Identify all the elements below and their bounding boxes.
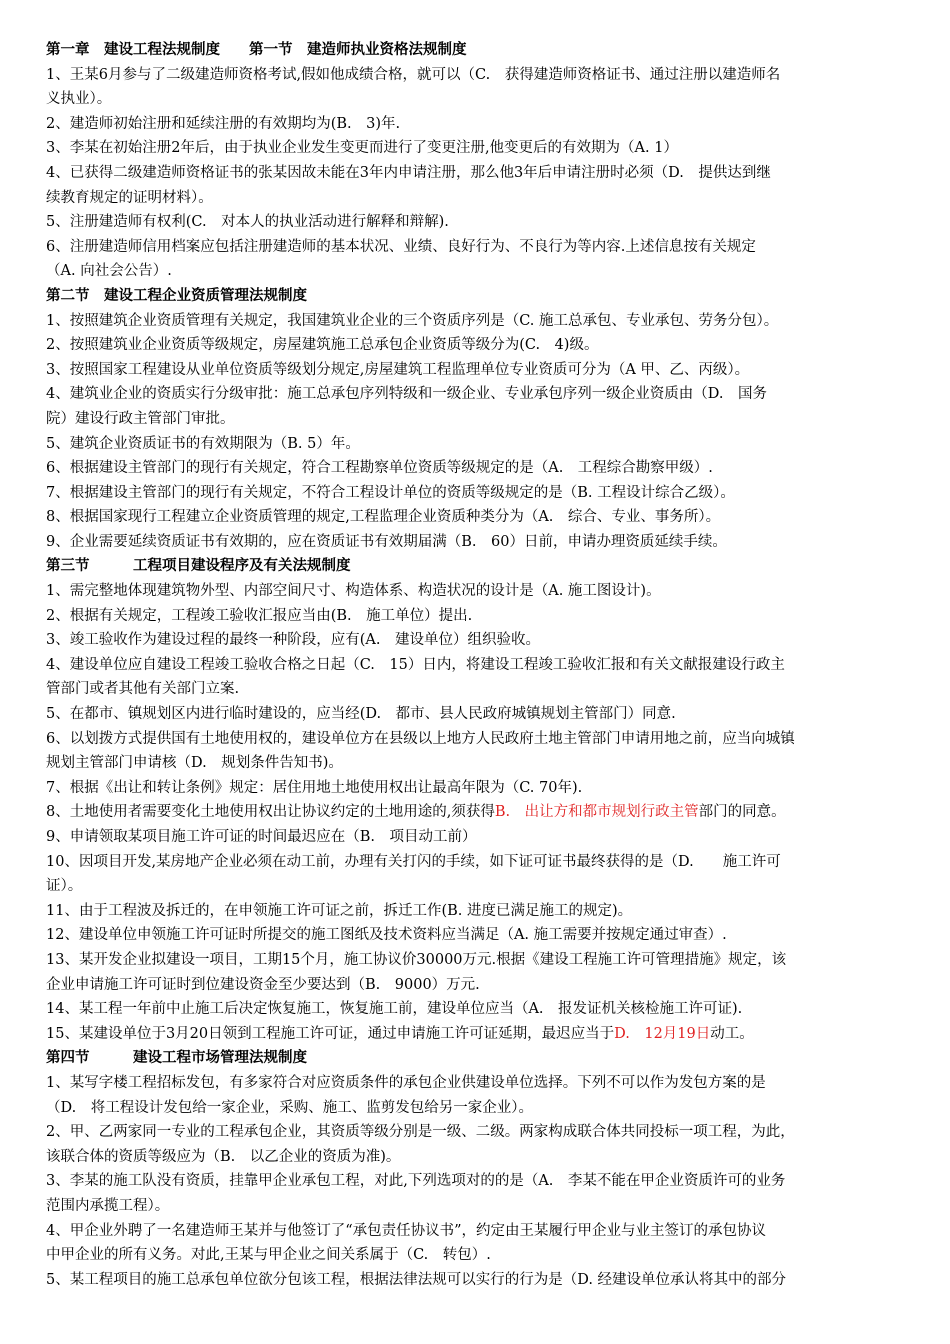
text-line — [46, 1219, 912, 1244]
text-segment: 2、甲、乙两家同一专业的工程承包企业，其资质等级分别是一级、二级。两家构成联合体共同投标一项工程，为此， — [46, 1124, 795, 1141]
text-line — [46, 1022, 912, 1047]
text-segment: 7、根据《出让和转让条例》规定：居住用地土地使用权出让最高年限为（C. 70年). — [46, 779, 583, 796]
text-line — [46, 1194, 912, 1219]
text-segment: 6、根据建设主管部门的现行有关规定，符合工程勘察单位资质等级规定的是（A. 工程综合勘察甲级）. — [46, 460, 713, 477]
text-line — [46, 751, 912, 776]
text-segment: 证）。 — [46, 878, 83, 895]
text-line — [46, 923, 912, 948]
text-line — [46, 1096, 912, 1121]
text-segment: 4、甲企业外聘了一名建造师王某并与他签订了“承包责任协议书”，约定由王某履行甲企业与业主签订的承包协议 — [46, 1222, 767, 1239]
text-line — [46, 702, 912, 727]
text-segment: 管部门或者其他有关部门立案. — [46, 681, 240, 698]
text-segment: 2、建造师初始注册和延续注册的有效期均为(B. 3)年. — [46, 115, 401, 132]
section-heading — [46, 554, 912, 579]
text-segment: 3、按照国家工程建设从业单位资质等级划分规定,房屋建筑工程监理单位专业资质可分为（A 甲、乙、丙级）。 — [46, 361, 750, 378]
text-segment: 1、需完整地体现建筑物外型、内部空间尺寸、构造体系、构造状况的设计是（A. 施工图设计)。 — [46, 583, 661, 600]
text-segment: 5、某工程项目的施工总承包单位欲分包该工程，根据法律法规可以实行的行为是（D. 经建设单位承认将其中的部分 — [46, 1271, 787, 1288]
section-heading — [46, 38, 912, 63]
text-segment: 1、某写字楼工程招标发包，有多家符合对应资质条件的承包企业供建设单位选择。下列不可以作为发包方案的是 — [46, 1074, 766, 1091]
text-segment: 5、建筑企业资质证书的有效期限为（B. 5）年。 — [46, 435, 360, 452]
text-segment: 1、按照建筑企业资质管理有关规定，我国建筑业企业的三个资质序列是（C. 施工总承包、专业承包、劳务分包）。 — [46, 312, 779, 329]
text-segment: 2、按照建筑业企业资质等级规定，房屋建筑施工总承包企业资质等级分为(C. 4)级。 — [46, 337, 599, 354]
text-segment: 12、建设单位申领施工许可证时所提交的施工图纸及技术资料应当满足（A. 施工需要并按规定通过审查）. — [46, 927, 727, 944]
text-line — [46, 1071, 912, 1096]
text-segment: 7、根据建设主管部门的现行有关规定，不符合工程设计单位的资质等级规定的是（B. 工程设计综合乙级）。 — [46, 484, 735, 501]
text-segment: 11、由于工程波及拆迁的，在申领施工许可证之前，拆迁工作(B. 进度已满足施工的规定)。 — [46, 902, 633, 919]
text-line — [46, 481, 912, 506]
text-segment: 3、竣工验收作为建设过程的最终一种阶段，应有(A. 建设单位）组织验收。 — [46, 632, 540, 649]
text-line — [46, 973, 912, 998]
text-line — [46, 948, 912, 973]
text-segment: 第三节 工程项目建设程序及有关法规制度 — [46, 557, 351, 575]
text-line — [46, 87, 912, 112]
text-line — [46, 727, 912, 752]
text-line — [46, 677, 912, 702]
text-line — [46, 530, 912, 555]
text-line — [46, 456, 912, 481]
text-line — [46, 1243, 912, 1268]
text-segment: 6、注册建造师信用档案应包括注册建造师的基本状况、业绩、良好行为、不良行为等内容.上述信息按有关规定 — [46, 238, 756, 255]
text-line — [46, 1268, 912, 1293]
text-line — [46, 899, 912, 924]
text-segment: 院）建设行政主管部门审批。 — [46, 410, 235, 427]
section-heading — [46, 1046, 912, 1071]
text-line — [46, 628, 912, 653]
text-segment: 8、土地使用者需要变化土地使用权出让协议约定的土地用途的,须获得 — [46, 804, 495, 821]
text-segment: （D. 将工程设计发包给一家企业，采购、施工、监剪发包给另一家企业）。 — [46, 1099, 533, 1116]
text-segment: 1、王某6月参与了二级建造师资格考试,假如他成绩合格，就可以（C. 获得建造师资格证书、通过注册以建造师名 — [46, 66, 781, 83]
text-line — [46, 186, 912, 211]
text-segment: （A. 向社会公告）. — [46, 263, 172, 280]
text-segment: 3、李某在初始注册2年后，由于执业企业发生变更而进行了变更注册,他变更后的有效期为（A. 1） — [46, 140, 678, 157]
text-line — [46, 407, 912, 432]
text-segment: 8、根据国家现行工程建立企业资质管理的规定,工程监理企业资质种类分为（A. 综合、专业、事务所）。 — [46, 509, 721, 526]
text-segment: 14、某工程一年前中止施工后决定恢复施工，恢复施工前，建设单位应当（A. 报发证机关核检施工许可证). — [46, 1001, 743, 1018]
document-page — [46, 38, 912, 1292]
text-line — [46, 210, 912, 235]
text-line — [46, 259, 912, 284]
text-segment: 范围内承揽工程）。 — [46, 1197, 170, 1214]
text-segment: 企业申请施工许可证时到位建设资金至少要达到（B. 9000）万元. — [46, 976, 480, 993]
text-line — [46, 161, 912, 186]
text-segment: 9、企业需要延续资质证书有效期的，应在资质证书有效期届满（B. 60）日前，申请办理资质延续手续。 — [46, 533, 727, 550]
text-segment: 5、在都市、镇规划区内进行临时建设的，应当经(D. 都市、县人民政府城镇规划主管部门）同意. — [46, 706, 676, 723]
text-line — [46, 505, 912, 530]
text-line — [46, 997, 912, 1022]
text-segment: 部门的同意。 — [698, 804, 786, 821]
text-line — [46, 825, 912, 850]
text-line — [46, 653, 912, 678]
text-segment: 9、申请领取某项目施工许可证的时间最迟应在（B. 项目动工前） — [46, 829, 477, 845]
text-line — [46, 309, 912, 334]
text-segment: 13、某开发企业拟建设一项目，工期15个月，施工协议价30000万元.根据《建设工程施工许可管理措施》规定，该 — [46, 951, 787, 968]
text-line — [46, 63, 912, 88]
text-segment: 4、建筑业企业的资质实行分级审批：施工总承包序列特级和一级企业、专业承包序列一级企业资质由（D. 国务 — [46, 386, 767, 403]
text-line — [46, 1145, 912, 1170]
text-line — [46, 235, 912, 260]
text-line — [46, 382, 912, 407]
text-segment: 第二节 建设工程企业资质管理法规制度 — [46, 286, 307, 304]
highlighted-answer: D. 12月19日 — [614, 1025, 711, 1042]
text-line — [46, 333, 912, 358]
text-segment: 第一章 建设工程法规制度 第一节 建造师执业资格法规制度 — [46, 41, 467, 58]
text-line — [46, 112, 912, 137]
text-line — [46, 1120, 912, 1145]
text-segment: 5、注册建造师有权利(C. 对本人的执业活动进行解释和辩解). — [46, 214, 449, 231]
text-segment: 中甲企业的所有义务。对此,王某与甲企业之间关系属于（C. 转包）. — [46, 1247, 491, 1264]
text-line — [46, 776, 912, 801]
text-line — [46, 800, 912, 825]
text-segment: 4、建设单位应自建设工程竣工验收合格之日起（C. 15）日内，将建设工程竣工验收汇报和有关文献报建设行政主 — [46, 656, 785, 673]
text-line — [46, 136, 912, 161]
text-line — [46, 1169, 912, 1194]
text-segment: 2、根据有关规定，工程竣工验收汇报应当由(B. 施工单位）提出. — [46, 607, 473, 624]
text-line — [46, 358, 912, 383]
text-line — [46, 604, 912, 629]
text-segment: 6、以划拨方式提供国有土地使用权的，建设单位方在县级以上地方人民政府土地主管部门申请用地之前，应当向城镇 — [46, 730, 795, 747]
text-line — [46, 874, 912, 899]
text-segment: 续教育规定的证明材料）。 — [46, 189, 213, 206]
text-segment: 动工。 — [710, 1025, 754, 1042]
text-segment: 4、已获得二级建造师资格证书的张某因故未能在3年内申请注册，那么他3年后申请注册时必须（D. 提供达到继 — [46, 164, 771, 181]
text-segment: 15、某建设单位于3月20日领到工程施工许可证，通过申请施工许可证延期，最迟应当于 — [46, 1025, 615, 1042]
text-segment: 10、因项目开发,某房地产企业必须在动工前，办理有关打闪的手续，如下证可证书最终获得的是（D. 施工许可 — [46, 853, 781, 870]
text-line — [46, 850, 912, 875]
text-segment: 第四节 建设工程市场管理法规制度 — [46, 1049, 307, 1067]
highlighted-answer: B. 出让方和都市规划行政主管 — [494, 804, 699, 821]
text-line — [46, 579, 912, 604]
text-segment: 3、李某的施工队没有资质，挂靠甲企业承包工程，对此,下列选项对的的是（A. 李某不能在甲企业资质许可的业务 — [46, 1173, 786, 1190]
text-segment: 该联合体的资质等级应为（B. 以乙企业的资质为准)。 — [46, 1148, 401, 1165]
text-segment: 规划主管部门申请核（D. 规划条件告知书)。 — [46, 755, 343, 772]
text-segment: 义执业）。 — [46, 91, 112, 108]
section-heading — [46, 284, 912, 309]
text-line — [46, 432, 912, 457]
